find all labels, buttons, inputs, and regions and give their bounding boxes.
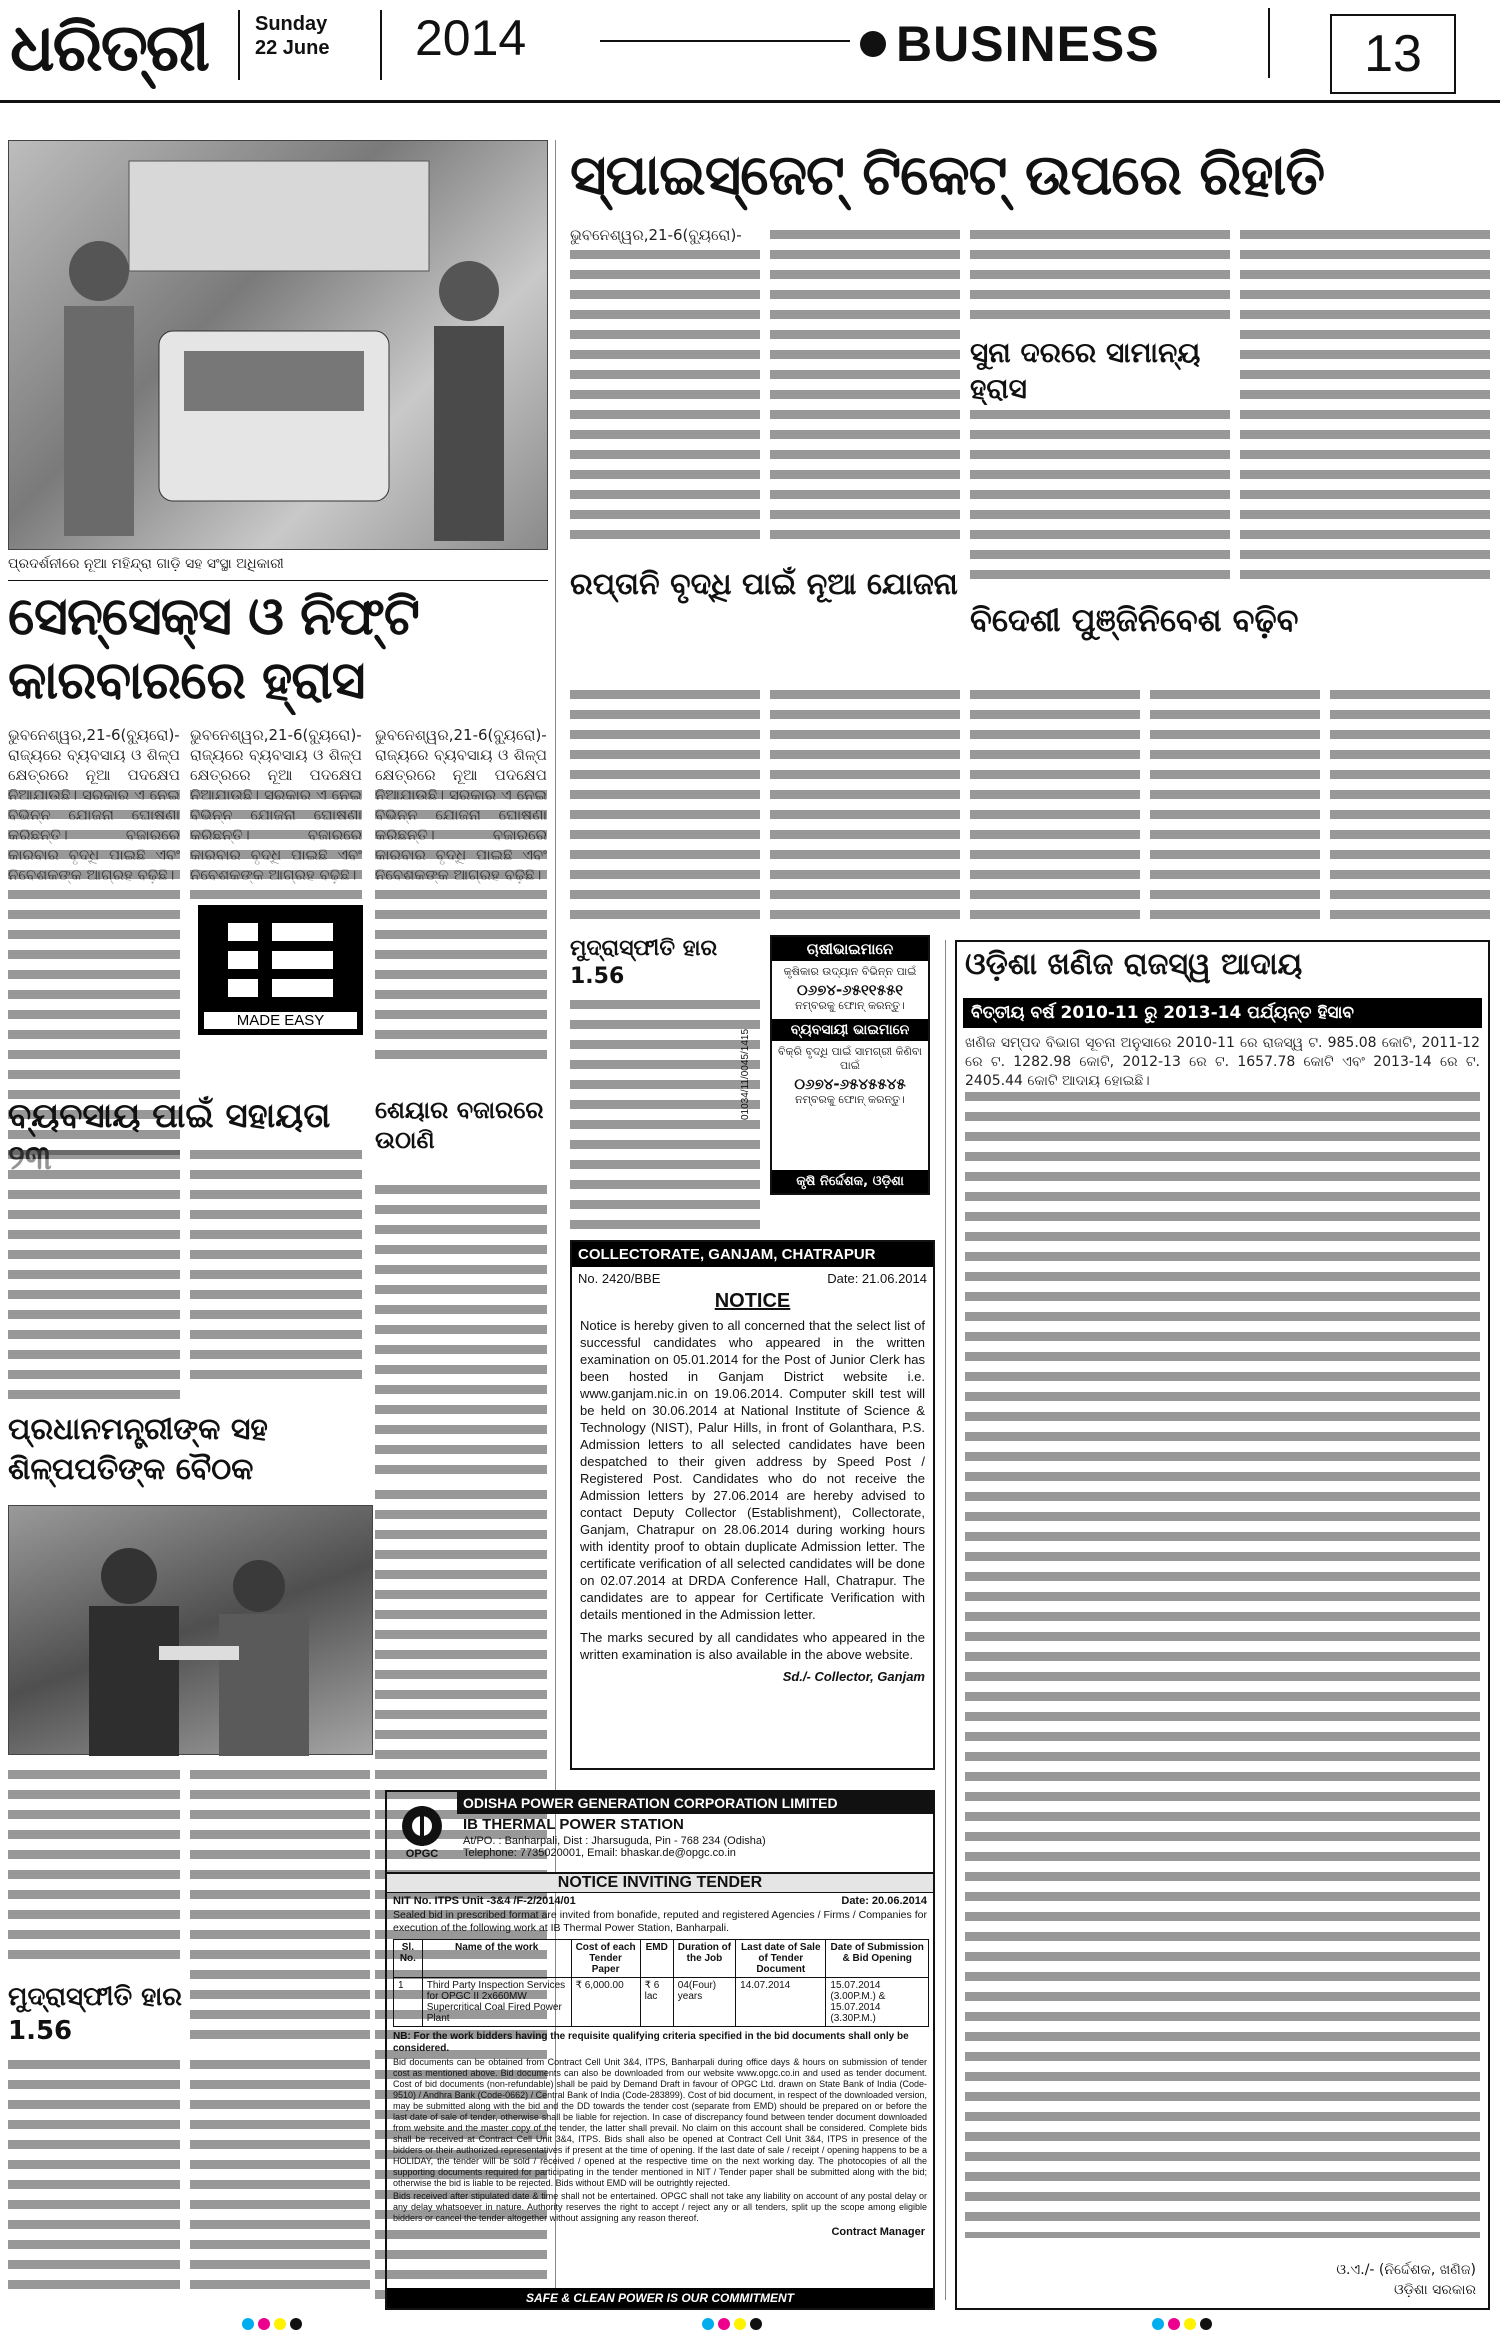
cyan-mark xyxy=(242,2318,254,2330)
article-text-lines xyxy=(570,250,760,550)
article-text-lines xyxy=(375,790,547,1060)
table-cell: 14.07.2014 xyxy=(736,1978,826,2027)
article-text-lines xyxy=(190,2060,370,2300)
black-mark xyxy=(1200,2318,1212,2330)
notice-body: Notice is hereby given to all concerned that the select list of successful candidates who appeared in the written examination on 05.01.2014 for the Post of Junior Clerk has been hosted in Ganjam District website i.e. www.ganjam.nic.in on 19.06.2014. Computer skill test will be held on 30.06.2014 at National Institute of Science & Technology (NIST), Palur Hills, in front of Golanthara, P.S. Admission letters to all selected candidates have been despatched to their given address by Speed Post / Registered Post. Candidates who do not receive the Admission letters by 27.06.2014 are hereby advised to contact Deputy Collector (Establishment), Collectorate, Ganjam, Chatrapur on 28.06.2014 during working hours with identity proof to obtain duplicate Admission letter. The certificate verification of all selected candidates will be done on 02.07.2014 at DRDA Conference Hall, Chatrapur. The candidates are to appear for Certificate Verification with details mentioned in the Admission letter. xyxy=(580,1318,925,1622)
table-row xyxy=(394,1978,929,2027)
main-headline: ସ୍ପାଇସ୍‌ଜେଟ୍ ଟିକେଟ୍ ଉପରେ ରିହାତି xyxy=(570,143,1325,208)
right-box-intro: ଖଣିଜ ସମ୍ପଦ ବିଭାଗ ସୂଚନା ଅନୁସାରେ 2010-11 ରେ ରାଜସ୍ୱ ଟ. 985.08 କୋଟି, 2011-12 ରେ ଟ. 1282.98 କୋଟି, 2012-13 ରେ ଟ. 1657.78 କୋଟି ଏବଂ 2013-14 ରେ ଟ. 2405.44 କୋଟି ଆଦାୟ ହୋଇଛି। xyxy=(965,1035,1480,1089)
tender-terms: Bid documents can be obtained from Contract Cell Unit 3&4, ITPS, Banharpali during office days & hours on submission of tender cost as mentioned above. Bid documents can also be downloaded from our website www.opgc.co.in and used as tender document. Cost of bid documents (non-refundable) shall be paid by Demand Draft in favour of OPGC Ltd. drawn on State Bank of India (Code-9510) / Andhra Bank (Code-0662) / Central Bank of India (Code-283899). Cost of bid document, in respect of the downloaded version, may be submitted along with the bid and the DD towards the tender cost (separate from EMD) should be prepared on or before the last date of sale of tender, otherwise shall be liable for rejection. In case of discrepancy found between tender document downloaded from website and the master copy of the tender, the latter shall prevail. No claim on this account shall be considered. Complete bids shall be received at Contract Cell Unit 3&4, ITPS. Bids shall also be opened at Contract Cell Unit 3&4, ITPS in presence of the bidders or their authorized representatives if present at the time of opening. If the last date of sale / receipt / opening happens to be a HOLIDAY, the tender will be sold / received / opened at the respective time on the next working day. The photocopies of all the supporting documents required for participating in the tender mentioned in NIT / Tender paper shall be submitted along with the bid; otherwise the bid is liable to be rejected. Bids without EMD will be outrightly rejected. xyxy=(393,2057,927,2188)
article-text-lines xyxy=(965,1092,1480,2238)
tender-date: Date: 20.06.2014 xyxy=(841,1895,927,1907)
yellow-mark xyxy=(734,2318,746,2330)
column-header: Cost of each Tender Paper xyxy=(571,1940,640,1978)
article-text-lines xyxy=(190,790,362,900)
notice-signature: Sd./- Collector, Ganjam xyxy=(782,1669,925,1684)
print-color-marks xyxy=(700,2315,764,2334)
tender-intro: Sealed bid in prescribed format are invited from bonafide, reputed and registered Agencies / Firms / Companies for execution of the following work at IB Thermal Power Station, Banharpali. xyxy=(393,1909,927,1934)
ad-line6: ନମ୍ବରକୁ ଫୋନ୍ କରନ୍ତୁ। xyxy=(795,1093,905,1106)
article-text-lines xyxy=(970,230,1230,330)
right-box-headline: ଓଡ଼ିଶା ଖଣିଜ ରାଜସ୍ୱ ଆଦାୟ xyxy=(965,947,1303,982)
divider xyxy=(238,10,240,80)
right-box-subhead: ବିତ୍ତୀୟ ବର୍ଷ 2010-11 ରୁ 2013-14 ପର୍ଯ୍ୟନ୍ତ ହିସାବ xyxy=(963,998,1482,1028)
masthead-rule xyxy=(600,40,850,42)
ad-line4: ବ୍ୟବସାୟୀ ଭାଇମାନେ xyxy=(772,1019,928,1041)
divider xyxy=(8,580,548,581)
table-cell: 04(Four) years xyxy=(673,1978,735,2027)
article-text-lines xyxy=(570,690,760,930)
table-cell: Third Party Inspection Services for OPGC II 2x660MW Supercritical Coal Fired Power Plant xyxy=(422,1978,571,2027)
bullet-icon xyxy=(860,31,886,57)
notice-body-2: The marks secured by all candidates who appeared in the written examination is also available in the above website. xyxy=(580,1630,925,1662)
opgc-logo-icon xyxy=(400,1804,444,1848)
notice-org-title: COLLECTORATE, GANJAM, CHATRAPUR xyxy=(572,1242,933,1267)
news-photo-meeting xyxy=(8,1505,373,1755)
table-cell: ₹ 6,000.00 xyxy=(571,1978,640,2027)
right-box-signoff: ଓ.ଏ./- (ନିର୍ଦ୍ଦେଶକ, ଖଣିଜ) xyxy=(1336,2262,1476,2278)
tender-ref-row xyxy=(387,1893,933,1909)
issue-date xyxy=(255,12,329,60)
print-color-marks xyxy=(1150,2315,1214,2334)
column-header: Name of the work xyxy=(422,1940,571,1978)
column-rule xyxy=(945,940,946,2300)
article-body: ଭୁବନେଶ୍ୱର,21-6(ବ୍ୟୁରୋ)- xyxy=(570,226,742,244)
magenta-mark xyxy=(718,2318,730,2330)
tender-nb: NB: For the work bidders having the requisite qualifying criteria specified in the bid documents shall only be considered. xyxy=(393,2031,909,2054)
right-headline-2: ବିଦେଶୀ ପୁଞ୍ଜିନିବେଶ ବଢ଼ିବ xyxy=(970,601,1299,639)
article-body: ଭୁବନେଶ୍ୱର,21-6(ବ୍ୟୁରୋ)- ରାଜ୍ୟରେ ବ୍ୟବସାୟ ଓ ଶିଳ୍ପ କ୍ଷେତ୍ରରେ ନୂଆ ପଦକ୍ଷେପ xyxy=(375,726,547,784)
right-feature-box xyxy=(955,940,1490,2310)
article-text-lines xyxy=(770,690,960,930)
tender-signature: Contract Manager xyxy=(831,2226,925,2238)
article-text-lines xyxy=(8,1770,180,1970)
newspaper-logo: ଧରିତ୍ରୀ xyxy=(10,9,209,86)
made-easy-label: MADE EASY xyxy=(204,1012,357,1029)
article-body: ଭୁବନେଶ୍ୱର,21-6(ବ୍ୟୁରୋ)- ରାଜ୍ୟରେ ବ୍ୟବସାୟ ଓ ଶିଳ୍ପ କ୍ଷେତ୍ରରେ ନୂଆ ପଦକ୍ଷେପ xyxy=(190,726,362,784)
black-mark xyxy=(290,2318,302,2330)
opgc-header xyxy=(387,1792,933,1874)
divider xyxy=(380,10,382,80)
yellow-mark xyxy=(274,2318,286,2330)
article-text-lines xyxy=(190,1150,362,1380)
ad-line2: କୃଷିକାର ଉଦ୍ୟାନ ବିଭିନ୍ନ ପାଇଁ xyxy=(783,965,917,978)
column-header: Duration of the Job xyxy=(673,1940,735,1978)
made-easy-icon xyxy=(198,905,363,1005)
agriculture-ad xyxy=(770,935,930,1195)
column-header: EMD xyxy=(640,1940,673,1978)
left-headline-3: ପ୍ରଧାନମନ୍ତ୍ରୀଙ୍କ ସହ ଶିଳ୍ପପତିଙ୍କ ବୈଠକ xyxy=(8,1412,268,1487)
news-photo-car-launch xyxy=(8,140,548,550)
tender-table xyxy=(393,1939,929,2027)
tender-terms-2: Bids received after stipulated date & time shall not be entertained. OPGC shall not take any liability on account of any postal delay or any delay whatsoever in nature. Authority reserves the right to accept / reject any or all tenders, split up the scope among eligible bidders or cancel the tender altogether without assigning any reason thereof. xyxy=(393,2191,927,2223)
opgc-logo: OPGC xyxy=(387,1792,457,1872)
opgc-slogan: SAFE & CLEAN POWER IS OUR COMMITMENT xyxy=(387,2288,933,2308)
table-cell: 15.07.2014 (3.00P.M.) & 15.07.2014 (3.30P.M.) xyxy=(826,1978,929,2027)
table-cell: ₹ 6 lac xyxy=(640,1978,673,2027)
ad-phone2: ୦୬୭୪-୬୫୪୫୫୪୫ xyxy=(794,1075,906,1093)
black-mark xyxy=(750,2318,762,2330)
notice-heading: NOTICE xyxy=(714,1290,791,1312)
ad-line1: ଚାଷୀଭାଇମାନେ xyxy=(772,937,928,961)
notice-ref-row xyxy=(572,1267,933,1290)
car-launch-illustration xyxy=(9,141,549,551)
opgc-station: IB THERMAL POWER STATION xyxy=(463,1816,684,1833)
article-text-lines xyxy=(970,690,1140,930)
ad-line5: ବିକ୍ରି ବୃଦ୍ଧି ପାଇଁ ସାମଗ୍ରୀ କିଣିବା ପାଇଁ xyxy=(778,1045,922,1072)
section-title: BUSINESS xyxy=(860,14,1160,74)
article-text-lines xyxy=(8,1150,180,1400)
mid-headline-2: ରପ୍ତାନି ବୃଦ୍ଧି ପାଇଁ ନୂଆ ଯୋଜନା xyxy=(570,567,958,602)
column-header: Date of Submission & Bid Opening xyxy=(826,1940,929,1978)
opgc-title-block xyxy=(457,1792,933,1872)
tender-nit-number: NIT No. ITPS Unit -3&4 /F-2/2014/01 xyxy=(393,1895,576,1907)
divider xyxy=(1268,8,1270,78)
cyan-mark xyxy=(1152,2318,1164,2330)
article-text-lines xyxy=(970,410,1230,590)
article-text-lines xyxy=(375,1185,547,1475)
tender-heading: NOTICE INVITING TENDER xyxy=(387,1874,933,1893)
notice-number: No. 2420/BBE xyxy=(578,1271,661,1286)
ad-footer: କୃଷି ନିର୍ଦ୍ଦେଶକ, ଓଡ଼ିଶା xyxy=(772,1170,928,1193)
meeting-illustration xyxy=(9,1506,374,1756)
ad-reference: 01034/11/0045/1415 xyxy=(740,1028,751,1120)
column-header: Last date of Sale of Tender Document xyxy=(736,1940,826,1978)
magenta-mark xyxy=(1168,2318,1180,2330)
photo-caption: ପ୍ରଦର୍ଶନୀରେ ନୂଆ ମହିନ୍ଦ୍ରା ଗାଡ଼ି ସହ ସଂସ୍ଥା ଅଧିକାରୀ xyxy=(8,556,284,572)
cyan-mark xyxy=(702,2318,714,2330)
article-text-lines xyxy=(570,1000,760,1230)
made-easy-logo xyxy=(198,905,363,1035)
right-headline: ସୁନା ଦରରେ ସାମାନ୍ୟ ହ୍ରାସ xyxy=(970,336,1201,405)
opgc-company: ODISHA POWER GENERATION CORPORATION LIMITED xyxy=(457,1792,933,1814)
opgc-contact: Telephone: 7735020001, Email: bhaskar.de@opgc.co.in xyxy=(463,1847,736,1859)
page-number: 13 xyxy=(1330,14,1456,94)
magenta-mark xyxy=(258,2318,270,2330)
collectorate-notice xyxy=(570,1240,935,1770)
left-headline-4: ମୁଦ୍ରାସ୍ଫୀତି ହାର 1.56 xyxy=(8,1982,182,2046)
tender-table-header xyxy=(394,1940,929,1978)
small-headline: ମୁଦ୍ରାସ୍ଫୀତି ହାର 1.56 xyxy=(570,936,718,989)
left-headline-2: ବ୍ୟବସାୟ ପାଇଁ ସହାୟତା xyxy=(8,1096,331,1136)
article-text-lines xyxy=(770,230,960,550)
table-cell: 1 xyxy=(394,1978,423,2027)
ad-line3: ନମ୍ବରକୁ ଫୋନ୍ କରନ୍ତୁ। xyxy=(795,999,905,1012)
article-text-lines xyxy=(190,1770,370,2050)
article-text-lines xyxy=(8,2060,180,2300)
column-header: Sl. No. xyxy=(394,1940,423,1978)
yellow-mark xyxy=(1184,2318,1196,2330)
issue-day: Sunday xyxy=(255,13,328,35)
masthead-bottom-rule xyxy=(0,100,1500,103)
opgc-address: At/PO. : Banharpali, Dist : Jharsuguda, Pin - 768 234 (Odisha) xyxy=(463,1835,766,1847)
issue-date-text: 22 June xyxy=(255,37,330,59)
article-body: ଭୁବନେଶ୍ୱର,21-6(ବ୍ୟୁରୋ)- ରାଜ୍ୟରେ ବ୍ୟବସାୟ ଓ ଶିଳ୍ପ କ୍ଷେତ୍ରରେ ନୂଆ ପଦକ୍ଷେପ xyxy=(8,726,180,784)
article-text-lines xyxy=(1330,690,1490,930)
article-text-lines xyxy=(1240,230,1490,580)
left-headline: ସେନ୍‌ସେକ୍ସ ଓ ନିଫ୍ଟି କାରବାରରେ ହ୍ରାସ xyxy=(8,587,419,711)
ad-phone1: ୦୬୭୪-୬୫୧୧୫୫୧ xyxy=(796,981,904,999)
issue-year: 2014 xyxy=(415,10,527,66)
left-subheadline: ଶେୟାର ବଜାରରେ ଉଠାଣି xyxy=(375,1096,544,1154)
opgc-tender-notice xyxy=(385,1790,935,2310)
print-color-marks xyxy=(240,2315,304,2334)
right-box-signoff-2: ଓଡ଼ିଶା ସରକାର xyxy=(1394,2282,1476,2298)
notice-date: Date: 21.06.2014 xyxy=(827,1271,927,1286)
article-text-lines xyxy=(1150,690,1320,930)
